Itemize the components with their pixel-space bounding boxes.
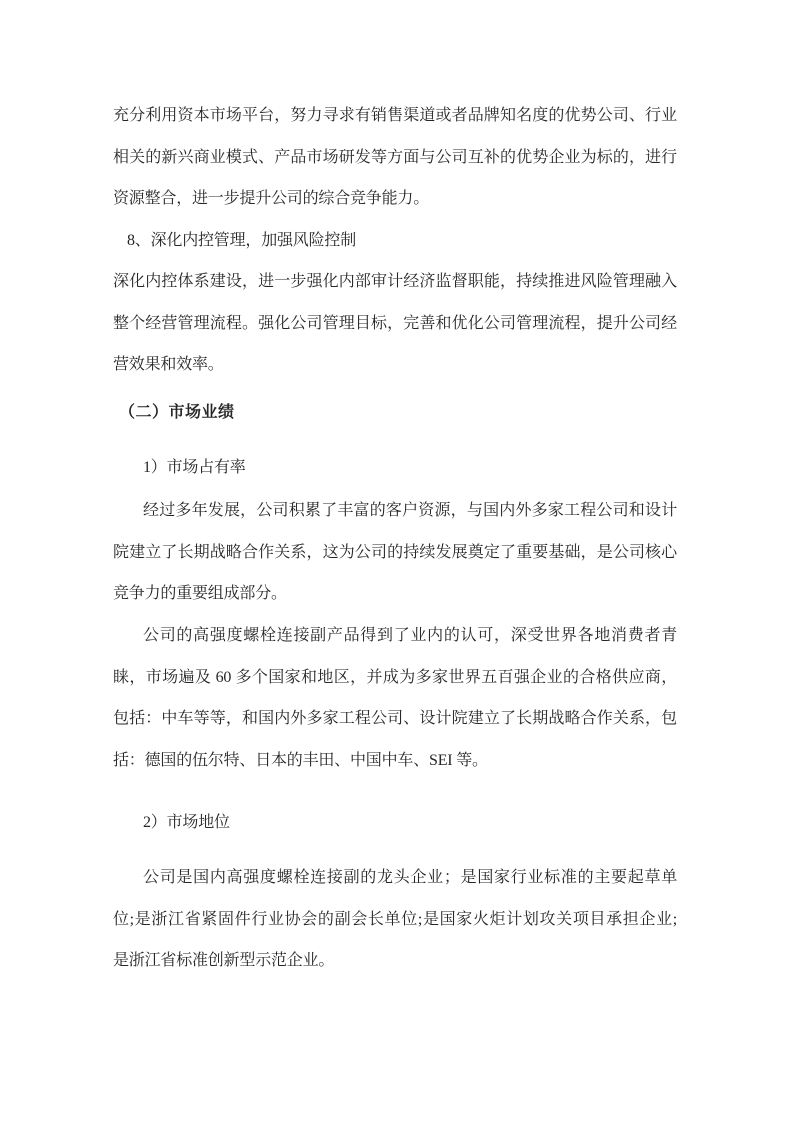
- text-line: 深化内控体系建设，进一步强化内部审计经济监督职能，持续推进风险管理融入: [113, 273, 677, 290]
- text-line: 营效果和效率。: [113, 356, 224, 373]
- text-line: 充分利用资本市场平台，努力寻求有销售渠道或者品牌知名度的优势公司、行业: [113, 107, 677, 124]
- text-line: 经过多年发展，公司积累了丰富的客户资源，与国内外多家工程公司和设计: [143, 502, 677, 519]
- text-line: 院建立了长期战略合作关系，这为公司的持续发展奠定了重要基础，是公司核心: [113, 543, 677, 561]
- section-heading-market-performance: [113, 392, 677, 434]
- subheading-line: 1）市场占有率: [143, 459, 246, 476]
- text-line: 资源整合，进一步提升公司的综合竞争能力。: [113, 190, 430, 207]
- paragraph-market-position: [113, 857, 677, 982]
- paragraph-capital-market-strategy: [113, 95, 677, 220]
- text-line: 是浙江省标准创新型示范企业。: [113, 952, 335, 969]
- heading-internal-control: [113, 220, 677, 262]
- text-line: 睐，市场遍及 60 多个国家和地区，并成为多家世界五百强企业的合格供应商，: [113, 668, 677, 686]
- subheading-market-share: [113, 447, 677, 489]
- paragraph-internal-control: [113, 261, 677, 386]
- text-line: 包括：中车等等，和国内外多家工程公司、设计院建立了长期战略合作关系，包: [113, 710, 677, 727]
- numbered-heading-line: 8、深化内控管理，加强风险控制: [127, 232, 357, 249]
- text-line: 括：德国的伍尔特、日本的丰田、中国中车、SEI 等。: [113, 751, 488, 769]
- text-line: 公司是国内高强度螺栓连接副的龙头企业；是国家行业标准的主要起草单: [143, 869, 677, 886]
- paragraph-customer-resources: [113, 490, 677, 615]
- subheading-market-position: [113, 802, 677, 844]
- text-line: 相关的新兴商业模式、产品市场研发等方面与公司互补的优势企业为标的，进行: [113, 148, 677, 166]
- text-line: 位;是浙江省紧固件行业协会的副会长单位;是国家火炬计划攻关项目承担企业;: [113, 910, 677, 928]
- paragraph-product-recognition: [113, 615, 677, 781]
- text-line: 竞争力的重要组成部分。: [113, 585, 287, 602]
- text-line: 公司的高强度螺栓连接副产品得到了业内的认可，深受世界各地消费者青: [143, 627, 677, 644]
- section-heading-line: （二）市场业绩: [119, 404, 235, 421]
- text-line: 整个经营管理流程。强化公司管理目标，完善和优化公司管理流程，提升公司经: [113, 314, 677, 332]
- subheading-line: 2）市场地位: [143, 814, 230, 831]
